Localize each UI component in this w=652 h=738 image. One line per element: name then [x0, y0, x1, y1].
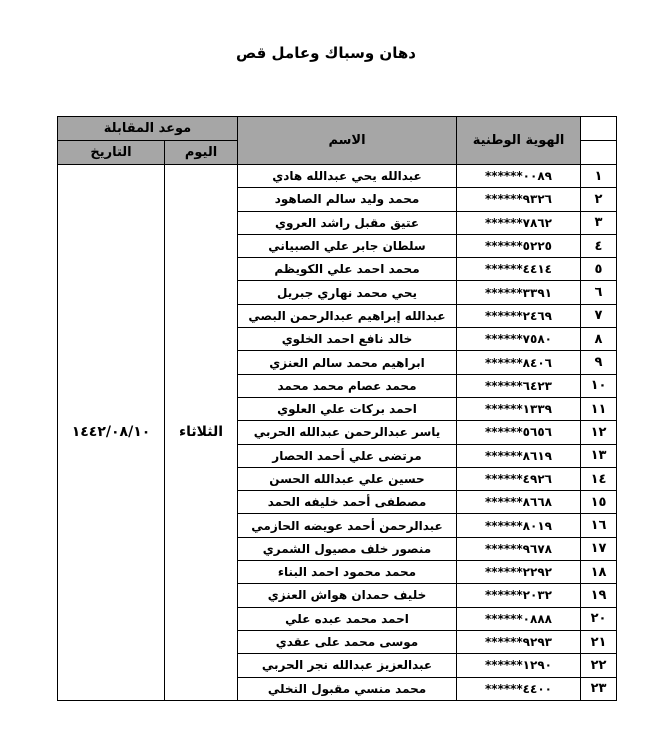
row-number: ٨: [581, 328, 617, 351]
header-number-cell-lower: [581, 141, 617, 165]
header-day: اليوم: [165, 141, 238, 165]
row-national-id: ******٠٨٨٨: [457, 607, 581, 630]
row-number: ١٣: [581, 444, 617, 467]
row-national-id: ******٠٠٨٩: [457, 165, 581, 188]
row-name: ياسر عبدالرحمن عبدالله الحربي: [238, 421, 457, 444]
row-number: ١٠: [581, 374, 617, 397]
header-name: الاسم: [238, 117, 457, 165]
row-number: ٢٢: [581, 654, 617, 677]
row-number: ٩: [581, 351, 617, 374]
header-date: التاريخ: [58, 141, 165, 165]
row-national-id: ******٥٦٥٦: [457, 421, 581, 444]
candidates-table: [57, 116, 617, 701]
row-national-id: ******٩٣٢٦: [457, 188, 581, 211]
row-name: مصطفى أحمد خليفه الحمد: [238, 491, 457, 514]
row-national-id: ******٧٥٨٠: [457, 328, 581, 351]
row-number: ١١: [581, 397, 617, 420]
row-number: ١٥: [581, 491, 617, 514]
row-name: عبدالعزيز عبدالله نجر الحربي: [238, 654, 457, 677]
row-name: احمد محمد عبده علي: [238, 607, 457, 630]
row-name: محمد محمود احمد البناء: [238, 561, 457, 584]
row-number: ٧: [581, 304, 617, 327]
row-name: محمد احمد علي الكويظم: [238, 258, 457, 281]
row-number: ١: [581, 165, 617, 188]
header-national-id: الهوية الوطنية: [457, 117, 581, 165]
row-name: محمد عصام محمد محمد: [238, 374, 457, 397]
row-number: ٥: [581, 258, 617, 281]
row-national-id: ******٤٩٢٦: [457, 467, 581, 490]
row-name: ابراهيم محمد سالم العنزي: [238, 351, 457, 374]
row-national-id: ******١٣٣٩: [457, 397, 581, 420]
row-national-id: ******٣٣٩١: [457, 281, 581, 304]
row-name: موسى محمد على عقدي: [238, 630, 457, 653]
row-national-id: ******٢٤٦٩: [457, 304, 581, 327]
row-name: حسين علي عبدالله الحسن: [238, 467, 457, 490]
interview-day: الثلاثاء: [165, 165, 238, 701]
row-national-id: ******١٢٩٠: [457, 654, 581, 677]
row-name: محمد وليد سالم الصاهود: [238, 188, 457, 211]
row-number: ٤: [581, 234, 617, 257]
row-name: عبدالرحمن أحمد عويضه الحازمي: [238, 514, 457, 537]
row-name: مرتضى علي أحمد الحصار: [238, 444, 457, 467]
row-name: يحي محمد نهاري جبريل: [238, 281, 457, 304]
row-number: ١٩: [581, 584, 617, 607]
row-national-id: ******٨٠١٩: [457, 514, 581, 537]
row-national-id: ******٨٤٠٦: [457, 351, 581, 374]
row-name: محمد منسي مقبول النخلي: [238, 677, 457, 700]
row-national-id: ******٥٢٢٥: [457, 234, 581, 257]
row-name: خالد نافع احمد الخلوي: [238, 328, 457, 351]
header-interview-date: موعد المقابلة: [58, 117, 238, 141]
row-national-id: ******٢٠٣٢: [457, 584, 581, 607]
row-national-id: ******٩٦٧٨: [457, 537, 581, 560]
table-row: [58, 165, 617, 188]
row-number: ٦: [581, 281, 617, 304]
row-number: ١٧: [581, 537, 617, 560]
header-number-cell: [581, 117, 617, 141]
row-name: منصور خلف مصيول الشمري: [238, 537, 457, 560]
row-number: ٢١: [581, 630, 617, 653]
row-name: عبدالله يحي عبدالله هادي: [238, 165, 457, 188]
row-national-id: ******٤٤١٤: [457, 258, 581, 281]
row-number: ١٨: [581, 561, 617, 584]
row-number: ١٢: [581, 421, 617, 444]
row-national-id: ******٦٤٢٣: [457, 374, 581, 397]
interview-date: ١٤٤٢/٠٨/١٠: [58, 165, 165, 701]
row-name: احمد بركات علي العلوي: [238, 397, 457, 420]
row-national-id: ******٩٢٩٣: [457, 630, 581, 653]
document-title: دهان وسباك وعامل قص: [236, 44, 416, 62]
row-number: ٢٠: [581, 607, 617, 630]
row-national-id: ******٤٤٠٠: [457, 677, 581, 700]
row-national-id: ******٢٢٩٢: [457, 561, 581, 584]
row-name: عتيق مقبل راشد العروي: [238, 211, 457, 234]
row-name: عبدالله إبراهيم عبدالرحمن البصي: [238, 304, 457, 327]
row-national-id: ******٧٨٦٢: [457, 211, 581, 234]
row-number: ٢: [581, 188, 617, 211]
row-number: ٢٣: [581, 677, 617, 700]
row-name: خليف حمدان هواش العنزي: [238, 584, 457, 607]
row-number: ٣: [581, 211, 617, 234]
row-number: ١٦: [581, 514, 617, 537]
row-national-id: ******٨٦٦٨: [457, 491, 581, 514]
row-number: ١٤: [581, 467, 617, 490]
row-name: سلطان جابر علي الصبياني: [238, 234, 457, 257]
row-national-id: ******٨٦١٩: [457, 444, 581, 467]
